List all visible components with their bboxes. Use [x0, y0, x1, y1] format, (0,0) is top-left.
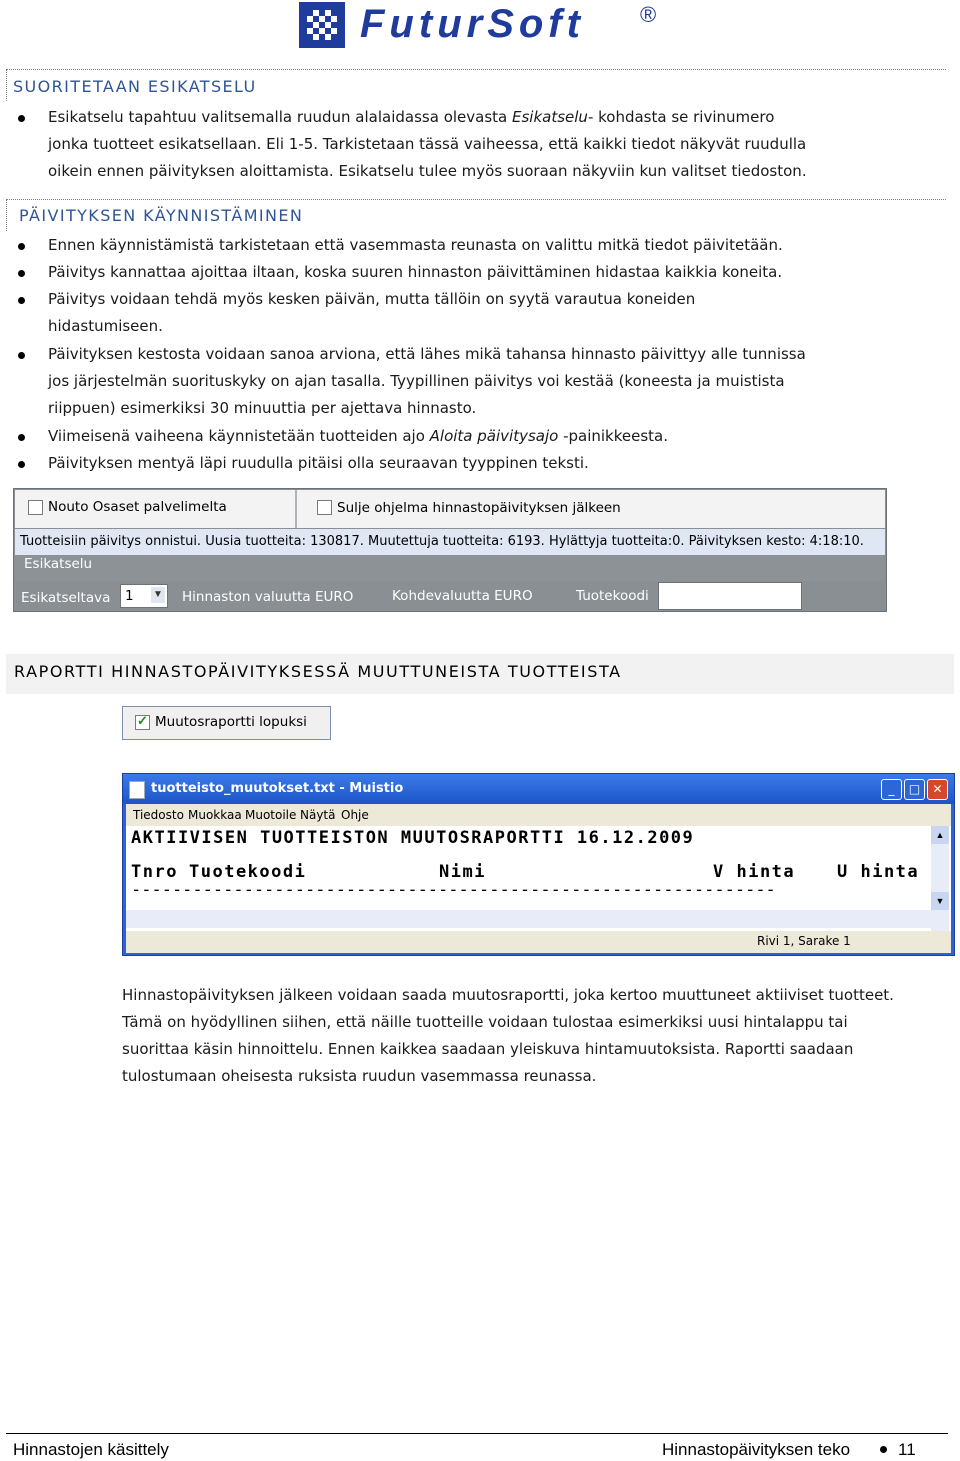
body-paragraph-line: suorittaa käsin hinnoittelu. Ennen kaikkea saadaan yleiskuva hintamuutoksista. Raportti saadaan — [122, 1040, 854, 1058]
bullet-text: Viimeisenä vaiheena käynnistetään tuotteiden ajo Aloita päivitysajo -painikkeesta. — [48, 427, 668, 445]
chevron-down-icon: ▼ — [151, 587, 165, 603]
brand-logo-icon — [299, 2, 345, 48]
fetch-parts-label: Nouto Osaset palvelimelta — [48, 499, 227, 515]
bullet-icon — [18, 243, 25, 250]
bullet-text: Päivitys kannattaa ajoittaa iltaan, koska suuren hinnaston päivittäminen hidastaa kaikkia koneita. — [48, 263, 783, 281]
bullet-icon — [18, 270, 25, 277]
bullet-text: oikein ennen päivityksen aloittamista. Esikatselu tulee myös suoraan näkyviin kun valitset tiedoston. — [48, 162, 807, 180]
report-title-line: AKTIIVISEN TUOTTEISTON MUUTOSRAPORTTI 16.12.2009 — [131, 828, 695, 848]
section-heading: RAPORTTI HINNASTOPÄIVITYKSESSÄ MUUTTUNEISTA TUOTTEISTA — [14, 662, 622, 681]
minimize-icon[interactable]: _ — [881, 779, 902, 800]
menu-edit[interactable]: Muokkaa — [188, 808, 242, 822]
scroll-up-icon[interactable]: ▲ — [931, 826, 949, 844]
bullet-icon — [18, 434, 25, 441]
section-heading: PÄIVITYKSEN KÄYNNISTÄMINEN — [19, 206, 304, 225]
section-heading: SUORITETAAN ESIKATSELU — [13, 77, 257, 96]
status-text: Tuotteisiin päivitys onnistui. Uusia tuotteita: 130817. Muutettuja tuotteita: 6193. Hylättyja tuotteita:0. Päivityksen kesto: 4:18:10. — [20, 534, 864, 549]
bullet-icon — [18, 461, 25, 468]
notepad-window — [122, 773, 955, 956]
notepad-icon — [129, 781, 145, 799]
change-report-label: Muutosraportti lopuksi — [155, 714, 307, 730]
section-divider-left — [6, 69, 7, 101]
menu-file[interactable]: Tiedosto — [133, 808, 184, 822]
footer-right: Hinnastopäivityksen teko — [662, 1440, 851, 1459]
close-app-label: Sulje ohjelma hinnastopäivityksen jälkeen — [337, 500, 621, 516]
page-number: 11 — [898, 1440, 916, 1459]
section-divider — [6, 199, 946, 200]
menu-format[interactable]: Muotoile — [245, 808, 297, 822]
col-v-price: V hinta — [713, 862, 796, 882]
product-code-input[interactable] — [658, 582, 802, 610]
bullet-text: jos järjestelmän suorituskyky on ajan tasalla. Tyypillinen päivitys voi kestää (koneesta ja muistista — [48, 372, 785, 390]
notepad-title: tuotteisto_muutokset.txt - Muistio — [151, 781, 404, 796]
footer-left: Hinnastojen käsittely — [13, 1440, 169, 1459]
checkmark-icon: ✓ — [137, 713, 148, 728]
tab-preview[interactable]: Esikatselu — [24, 556, 93, 572]
bullet-text: Päivitys voidaan tehdä myös kesken päivän, mutta tällöin on syytä varautua koneiden — [48, 290, 696, 308]
preview-select[interactable]: 1 ▼ — [120, 584, 168, 608]
target-currency-label: Kohdevaluutta EURO — [392, 588, 533, 604]
change-report-checkbox[interactable] — [135, 715, 150, 730]
col-tnro: Tnro — [131, 862, 178, 882]
horizontal-scrollbar[interactable] — [126, 910, 931, 928]
bullet-text: jonka tuotteet esikatsellaan. Eli 1-5. Tarkistetaan tässä vaiheessa, että kaikki tiedot näkyvät ruudulla — [48, 135, 807, 153]
product-code-label: Tuotekoodi — [576, 588, 649, 604]
bullet-text: Päivityksen mentyä läpi ruudulla pitäisi olla seuraavan tyyppinen teksti. — [48, 454, 589, 472]
fetch-parts-checkbox[interactable] — [28, 500, 43, 515]
update-screenshot — [13, 488, 887, 612]
bullet-icon — [18, 297, 25, 304]
col-name: Nimi — [439, 862, 486, 882]
cursor-position: Rivi 1, Sarake 1 — [757, 934, 851, 948]
menu-view[interactable]: Näytä — [300, 808, 336, 822]
close-icon[interactable]: ✕ — [927, 779, 948, 800]
bullet-text: Päivityksen kestosta voidaan sanoa arviona, että lähes mikä tahansa hinnasto päivittyy alle tunnissa — [48, 345, 806, 363]
bullet-icon — [18, 352, 25, 359]
bullet-icon — [18, 115, 25, 122]
bullet-text: Esikatselu tapahtuu valitsemalla ruudun alalaidassa olevasta Esikatselu- kohdasta se rivinumero — [48, 108, 775, 126]
options-separator — [295, 490, 297, 528]
currency-label: Hinnaston valuutta EURO — [182, 589, 354, 605]
body-paragraph-line: Hinnastopäivityksen jälkeen voidaan saada muutosraportti, joka kertoo muuttuneet aktiiviset tuotteet. — [122, 986, 894, 1004]
brand-registered-mark: ® — [640, 2, 657, 27]
bullet-text: hidastumiseen. — [48, 317, 163, 335]
footer-rule — [6, 1433, 948, 1434]
brand-name: FuturSoft — [360, 2, 585, 46]
body-paragraph-line: Tämä on hyödyllinen siihen, että näille tuotteille voidaan tulostaa esimerkiksi uusi hintalappu tai — [122, 1013, 848, 1031]
close-app-checkbox[interactable] — [317, 500, 332, 515]
rule-line: --------------------------------------------------------------- — [131, 880, 776, 900]
maximize-icon[interactable]: □ — [904, 779, 925, 800]
footer-bullet-icon — [880, 1446, 887, 1453]
col-u-price: U hinta — [837, 862, 920, 882]
col-code: Tuotekoodi — [189, 862, 307, 882]
change-report-screenshot — [122, 706, 331, 740]
section-divider — [6, 69, 946, 70]
scroll-down-icon[interactable]: ▼ — [931, 892, 949, 910]
tab-bar — [15, 555, 885, 581]
body-paragraph-line: tulostumaan oheisesta ruksista ruudun vasemmassa reunassa. — [122, 1067, 597, 1085]
section-divider-left — [6, 199, 7, 231]
bullet-text: Ennen käynnistämistä tarkistetaan että vasemmasta reunasta on valittu mitkä tiedot päivitetään. — [48, 236, 783, 254]
preview-label: Esikatseltava — [21, 590, 111, 606]
bullet-text: riippuen) esimerkiksi 30 minuuttia per ajettava hinnasto. — [48, 399, 477, 417]
menu-help[interactable]: Ohje — [341, 808, 369, 822]
